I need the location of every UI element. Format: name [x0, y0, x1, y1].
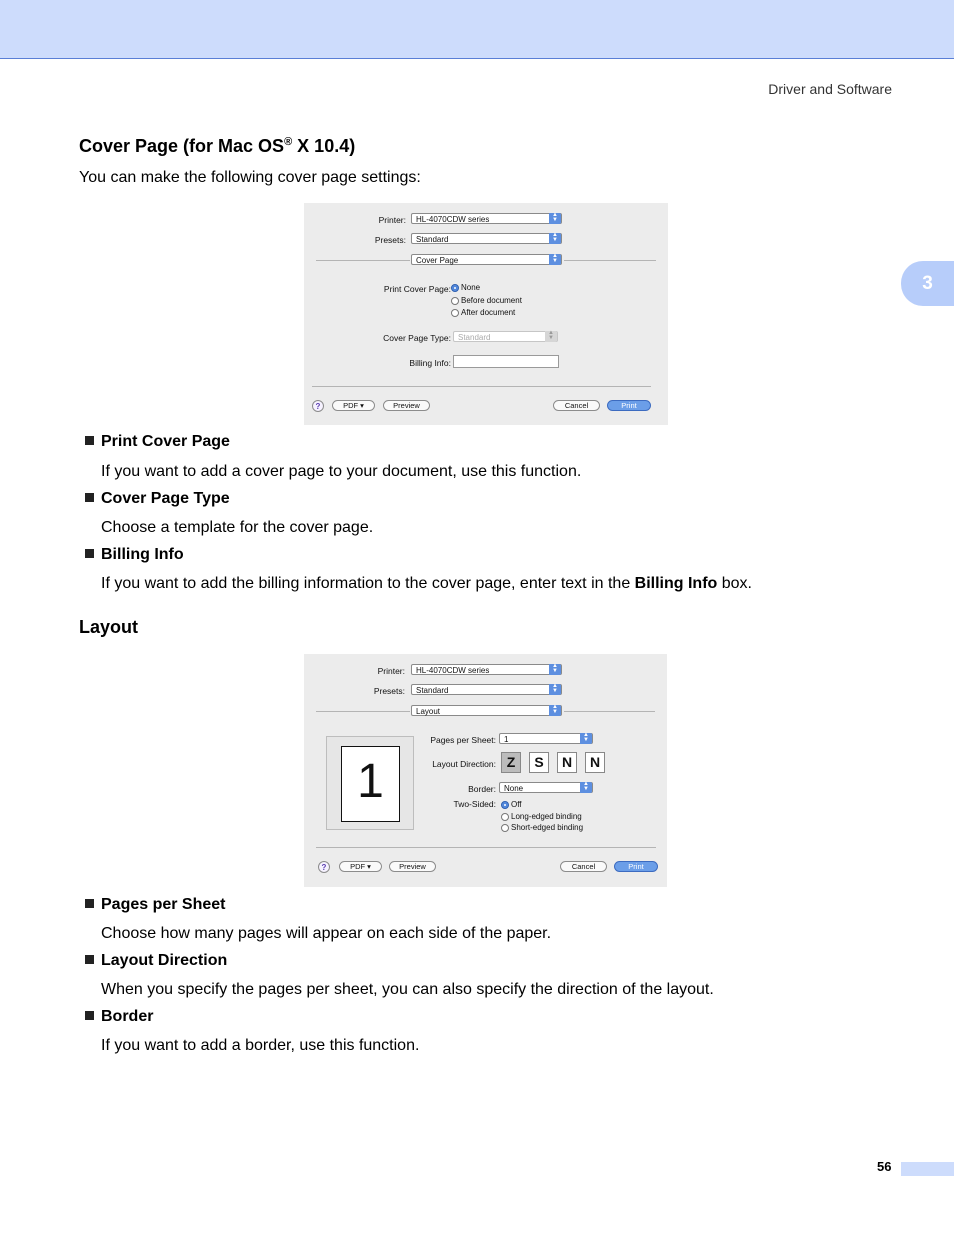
bullet-square-icon: [85, 1011, 94, 1020]
billing-info-input[interactable]: [453, 355, 559, 368]
bullet-square-icon: [85, 549, 94, 558]
radio-icon: [501, 824, 509, 832]
divider: [564, 260, 656, 261]
section-intro: You can make the following cover page settings:: [79, 169, 421, 186]
border-label: Border:: [468, 784, 496, 794]
help-icon[interactable]: ?: [318, 861, 330, 873]
print-button[interactable]: Print: [614, 861, 658, 872]
preview-button[interactable]: Preview: [383, 400, 430, 411]
preview-page: 1: [341, 746, 400, 822]
layout-direction-n-icon[interactable]: N: [557, 752, 577, 773]
updown-arrow-icon: ▲ ▼: [549, 233, 561, 244]
updown-arrow-icon: ▲ ▼: [549, 705, 561, 716]
radio-selected-icon: [451, 284, 459, 292]
bullet-square-icon: [85, 899, 94, 908]
cover-page-type-popup[interactable]: Standard ▲ ▼: [453, 331, 558, 342]
updown-arrow-icon: ▲ ▼: [549, 254, 561, 265]
layout-direction-label: Layout Direction:: [432, 759, 496, 769]
header-band: [0, 0, 954, 59]
presets-popup[interactable]: Standard ▲ ▼: [411, 684, 562, 695]
pdf-button[interactable]: PDF ▾: [332, 400, 375, 411]
presets-label: Presets:: [374, 235, 406, 245]
updown-arrow-icon: ▲ ▼: [549, 684, 561, 695]
bullet-square-icon: [85, 955, 94, 964]
print-cover-page-label: Print Cover Page:: [383, 284, 451, 294]
item-text-layout-direction: When you specify the pages per sheet, you can also specify the direction of the layout.: [101, 981, 714, 998]
presets-popup[interactable]: Standard ▲ ▼: [411, 233, 562, 244]
cover-page-dialog-screenshot: [304, 203, 668, 425]
cancel-button[interactable]: Cancel: [553, 400, 600, 411]
radio-icon: [501, 813, 509, 821]
border-popup[interactable]: None ▲ ▼: [499, 782, 593, 793]
printer-popup[interactable]: HL-4070CDW series ▲ ▼: [411, 213, 562, 224]
section-title-cover-page: Cover Page (for Mac OS® X 10.4): [79, 136, 356, 156]
updown-arrow-icon: ▲ ▼: [580, 782, 592, 793]
layout-preview: [326, 736, 414, 830]
pages-per-sheet-label: Pages per Sheet:: [430, 735, 496, 745]
radio-short-edged-binding[interactable]: Short-edged binding: [501, 823, 583, 832]
two-sided-label: Two-Sided:: [453, 799, 496, 809]
divider: [312, 386, 651, 387]
cover-page-type-label: Cover Page Type:: [383, 333, 451, 343]
layout-direction-z-icon[interactable]: Z: [501, 752, 521, 773]
page-number: 56: [877, 1159, 892, 1174]
updown-arrow-icon: ▲ ▼: [549, 664, 561, 675]
radio-selected-icon: [501, 801, 509, 809]
layout-direction-s-icon[interactable]: S: [529, 752, 549, 773]
cancel-button[interactable]: Cancel: [560, 861, 607, 872]
radio-off[interactable]: Off: [501, 800, 522, 809]
preview-button[interactable]: Preview: [389, 861, 436, 872]
panel-popup[interactable]: Layout ▲ ▼: [411, 705, 562, 716]
layout-dialog-screenshot: [304, 654, 667, 887]
item-text-cover-page-type: Choose a template for the cover page.: [101, 519, 374, 536]
pages-per-sheet-popup[interactable]: 1 ▲ ▼: [499, 733, 593, 744]
bullet-square-icon: [85, 493, 94, 502]
printer-label: Printer:: [377, 666, 405, 676]
footer-band: [901, 1162, 954, 1176]
radio-long-edged-binding[interactable]: Long-edged binding: [501, 812, 582, 821]
radio-before-document[interactable]: Before document: [451, 296, 522, 305]
radio-none[interactable]: None: [451, 283, 480, 292]
item-title-cover-page-type: Cover Page Type: [85, 490, 230, 508]
help-icon[interactable]: ?: [312, 400, 324, 412]
item-title-pages-per-sheet: Pages per Sheet: [85, 896, 226, 914]
printer-label: Printer:: [378, 215, 406, 225]
pdf-button[interactable]: PDF ▾: [339, 861, 382, 872]
item-title-layout-direction: Layout Direction: [85, 952, 227, 970]
radio-icon: [451, 309, 459, 317]
item-title-billing-info: Billing Info: [85, 546, 184, 564]
running-head: Driver and Software: [768, 81, 892, 97]
item-text-print-cover-page: If you want to add a cover page to your document, use this function.: [101, 463, 582, 480]
divider: [316, 711, 410, 712]
billing-info-label: Billing Info:: [409, 358, 451, 368]
divider: [316, 260, 410, 261]
item-text-border: If you want to add a border, use this function.: [101, 1037, 420, 1054]
print-button[interactable]: Print: [607, 400, 651, 411]
updown-arrow-icon: ▲ ▼: [549, 213, 561, 224]
updown-arrow-icon: ▲ ▼: [580, 733, 592, 744]
updown-arrow-icon: ▲ ▼: [545, 331, 557, 342]
radio-icon: [451, 297, 459, 305]
printer-popup[interactable]: HL-4070CDW series ▲ ▼: [411, 664, 562, 675]
item-text-pages-per-sheet: Choose how many pages will appear on each side of the paper.: [101, 925, 552, 942]
bullet-square-icon: [85, 436, 94, 445]
panel-popup[interactable]: Cover Page ▲ ▼: [411, 254, 562, 265]
divider: [316, 847, 656, 848]
section-title-layout: Layout: [79, 617, 139, 637]
layout-direction-n-reverse-icon[interactable]: N: [585, 752, 605, 773]
presets-label: Presets:: [373, 686, 405, 696]
radio-after-document[interactable]: After document: [451, 308, 515, 317]
divider: [564, 711, 655, 712]
item-text-billing-info: If you want to add the billing information to the cover page, enter text in the Billing Info box.: [101, 575, 752, 592]
chapter-tab[interactable]: 3: [901, 261, 954, 306]
item-title-print-cover-page: Print Cover Page: [85, 433, 230, 451]
item-title-border: Border: [85, 1008, 153, 1026]
